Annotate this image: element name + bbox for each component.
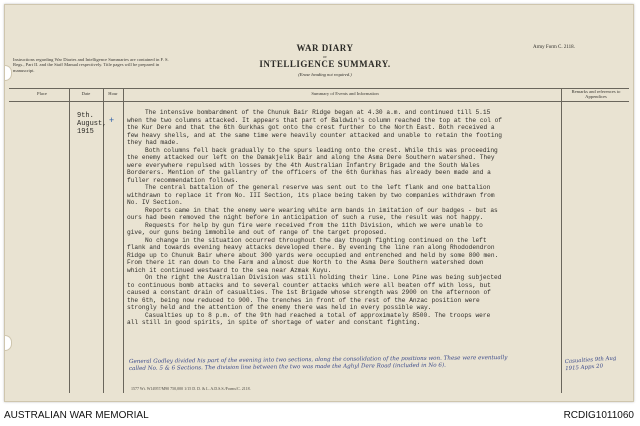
summary-paragraph: The intensive bombardment of the Chunuk Bair Ridge began at 4.30 a.m. and continued till 5.15 when the two columns attacked. It appears that part of Baldwin's column reached the top at the col of the Kur Dere and that the 6th Gurkhas got onto the crest further to the North East. Both received a few heavy shells, and at the same time were heavily counter attacked and unable to retain the footing they had made. <box>127 109 503 146</box>
column-divider <box>561 88 562 393</box>
header-rule-top <box>9 88 629 89</box>
diary-page <box>4 4 634 402</box>
summary-paragraph: Reports came in that the enemy were wearing white arm bands in imitation of our badges - but as ours had been removed the night before in anticipation of such a ruse, the result was not happy. <box>127 206 498 221</box>
column-divider <box>123 88 124 393</box>
title-war-diary: WAR DIARY <box>296 43 354 53</box>
title-intelligence-summary: INTELLIGENCE SUMMARY. <box>259 59 391 69</box>
column-header-place: Place <box>37 91 47 96</box>
handwritten-note: General Godley divided his part of the evening into two sections, along the consolidation of the positions won. These were eventually called No. 5 & 6 Sections. The division line between the two was made the Aghyl Dere Road (included in No 6). <box>128 355 508 372</box>
army-form-number: Army Form C. 2118. <box>533 45 575 50</box>
column-header-remarks: Remarks and references to Appendices <box>571 89 621 99</box>
column-divider <box>69 88 70 393</box>
summary-paragraph: Requests for help by gun fire were received from the 11th Division, which we were unable to give, our guns being immobile and out of range of the target proposed. <box>127 221 483 236</box>
title-or: or <box>323 54 327 59</box>
column-header-summary: Summary of Events and Information <box>311 91 379 96</box>
column-header-hour: Hour <box>108 91 118 96</box>
handwritten-margin-note: Casualties 9th Aug 1915 Appx 20 <box>564 355 617 372</box>
summary-paragraph: Both columns fell back gradually to the spurs leading onto the crest. While this was proceeding the enemy attacked our left on the Damakjelik Bair and along the Asma Dere Southern watershed. They were everywhere repulsed with losses by the 4th Australian Infantry Brigade and the South Wales Borderers. Mention of the gallantry of the officers of the 6th Gurkhas has already been made and a fuller recommendation follows. <box>127 146 498 184</box>
printer-imprint: 1577 Wt. W14957/M90 750,000 1/15 D. D. & L. A.D.S.S./Forms/C. 2118. <box>131 386 251 391</box>
title-note: (Erase heading not required.) <box>298 72 352 77</box>
summary-paragraph: The central battalion of the general reserve was sent out to the left flank and one battalion withdrawn to replace it from No. III Section, its place being taken by two companies withdrawn from No. IV Section. <box>127 184 495 206</box>
summary-paragraph: On the right the Australian Division was still holding their line. Lone Pine was being subjected to continuous bomb attacks and to several counter attacks which were all beaten off with loss, but caused a constant drain of casualties. The 1st Brigade whose strength was 2900 on the afternoon of the 6th, being now reduced to 900. The trenches in front of the rest of the Anzac position were strongly held and the attention of the enemy there was held in every possible way. <box>127 274 502 311</box>
punch-hole <box>4 335 12 351</box>
instructions-note: Instructions regarding War Diaries and Intelligence Summaries are contained in F. S. Regs., Part II. and the Staff Manual respectively. Title pages will be prepared in manuscript. <box>13 57 169 73</box>
record-id: RCDIG1011060 <box>563 410 634 421</box>
summary-text <box>127 109 503 327</box>
form-title <box>225 43 425 77</box>
summary-paragraph: No change in the situation occurred throughout the day though fighting continued on the left flank and towards evening heavy attacks developed there. By evening the line ran along Rhododendron Ridge up to Chunuk Bair where about 300 yards were occupied and entrenched and held by some 800 men. From there it ran down to the Farm and almost due North to the Asma Dere Southern watershed down which it continued westward to the sea near Azmak Kuyu. <box>127 236 499 274</box>
column-divider <box>103 88 104 393</box>
header-rule-bottom <box>9 101 629 102</box>
punch-hole <box>4 65 12 81</box>
hour-cross-mark: + <box>109 115 115 125</box>
archive-caption: AUSTRALIAN WAR MEMORIAL <box>4 410 149 421</box>
summary-paragraph: Casualties up to 8 p.m. of the 9th had reached a total of approximately 8500. The troops were all still in good spirits, in spite of shortage of water and constant fighting. <box>127 311 491 326</box>
column-header-date: Date <box>81 91 91 96</box>
entry-date: 9th. August, 1915 <box>77 112 107 136</box>
